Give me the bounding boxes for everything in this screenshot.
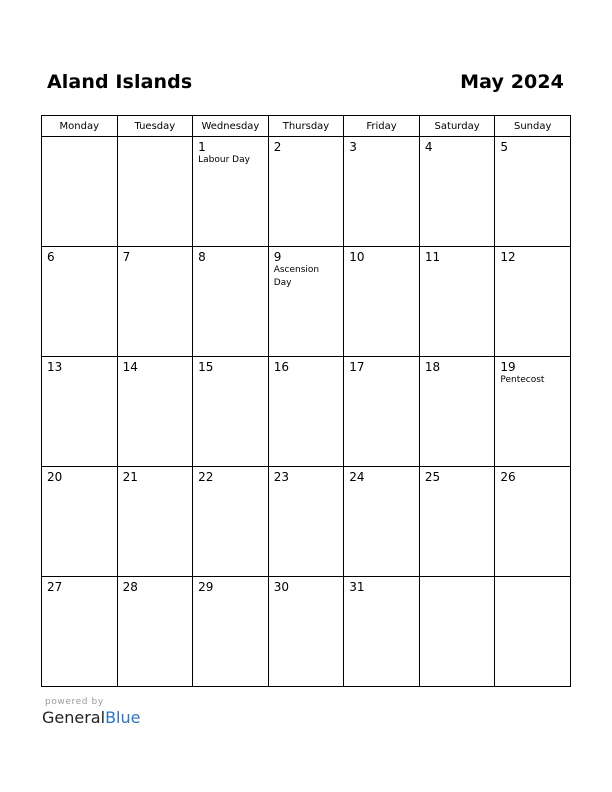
- weekday-wednesday: Wednesday: [193, 116, 269, 137]
- day-number: 4: [424, 140, 433, 154]
- calendar-grid: [41, 115, 571, 687]
- day-number: 24: [349, 470, 365, 484]
- day-number: 9: [273, 250, 282, 264]
- day-cell: [42, 137, 118, 247]
- day-number: 29: [198, 580, 214, 594]
- day-cell: [344, 247, 420, 357]
- day-cell: [268, 247, 344, 357]
- day-number: 10: [349, 250, 365, 264]
- day-cell: [495, 357, 571, 467]
- day-number: 22: [198, 470, 214, 484]
- day-cell: [344, 137, 420, 247]
- weekday-saturday: Saturday: [419, 116, 495, 137]
- day-cell: [419, 357, 495, 467]
- day-cell: [268, 137, 344, 247]
- day-cell: [117, 357, 193, 467]
- day-cell: [419, 467, 495, 577]
- day-cell: [268, 357, 344, 467]
- day-number: 1: [198, 140, 206, 154]
- footer-branding: [42, 697, 140, 727]
- week-row: [42, 247, 571, 357]
- generalblue-logo[interactable]: [42, 708, 140, 727]
- day-number: 31: [349, 580, 365, 594]
- weekday-header-row: [42, 116, 571, 137]
- week-row: [42, 467, 571, 577]
- day-cell: [117, 137, 193, 247]
- region-title: Aland Islands: [47, 71, 193, 93]
- brand-general: General: [42, 708, 106, 727]
- day-number: 6: [47, 250, 55, 264]
- day-number: 21: [122, 470, 138, 484]
- week-row: [42, 357, 571, 467]
- day-cell: [193, 577, 269, 687]
- day-number: 25: [424, 470, 441, 484]
- day-number: 5: [500, 140, 509, 154]
- day-number: 27: [47, 580, 63, 594]
- weekday-tuesday: Tuesday: [117, 116, 193, 137]
- day-cell: [344, 357, 420, 467]
- day-number: [420, 577, 495, 580]
- day-number: 8: [198, 250, 206, 264]
- day-cell: [495, 137, 571, 247]
- day-number: 16: [273, 360, 289, 374]
- day-number: 15: [198, 360, 214, 374]
- day-number: [118, 137, 193, 140]
- weekday-monday: Monday: [42, 116, 118, 137]
- day-number: 3: [349, 140, 357, 154]
- day-cell: [419, 137, 495, 247]
- day-number: 20: [47, 470, 63, 484]
- day-cell: [193, 467, 269, 577]
- holiday-label: Ascension Day: [273, 265, 320, 288]
- day-cell: [419, 577, 495, 687]
- day-number: 18: [424, 360, 441, 374]
- weekday-sunday: Sunday: [495, 116, 571, 137]
- day-number: 13: [47, 360, 63, 374]
- day-cell: [193, 357, 269, 467]
- day-number: 14: [122, 360, 138, 374]
- day-number: 19: [500, 360, 516, 374]
- day-cell: [419, 247, 495, 357]
- day-cell: [42, 467, 118, 577]
- brand-blue: Blue: [105, 708, 141, 727]
- month-year-title: May 2024: [460, 71, 564, 93]
- day-number: [42, 137, 117, 140]
- day-cell: [193, 247, 269, 357]
- day-cell: [268, 467, 344, 577]
- day-number: 2: [273, 140, 282, 154]
- day-number: [495, 577, 570, 580]
- day-cell: [42, 247, 118, 357]
- day-number: 30: [273, 580, 289, 594]
- week-row: [42, 137, 571, 247]
- day-cell: [344, 577, 420, 687]
- holiday-label: Labour Day: [198, 155, 250, 165]
- day-cell: [495, 577, 571, 687]
- day-cell: [495, 247, 571, 357]
- weekday-friday: Friday: [344, 116, 420, 137]
- day-cell: [268, 577, 344, 687]
- day-number: 17: [349, 360, 365, 374]
- day-number: 28: [122, 580, 138, 594]
- day-number: 26: [500, 470, 516, 484]
- day-number: 23: [273, 470, 289, 484]
- week-row: [42, 577, 571, 687]
- day-cell: [42, 357, 118, 467]
- day-cell: [42, 577, 118, 687]
- day-number: 11: [424, 250, 441, 264]
- day-number: 7: [122, 250, 131, 264]
- day-cell: [495, 467, 571, 577]
- weekday-thursday: Thursday: [268, 116, 344, 137]
- powered-by-text: powered by: [45, 697, 104, 707]
- day-cell: [117, 577, 193, 687]
- day-number: 12: [500, 250, 516, 264]
- day-cell: [117, 467, 193, 577]
- holiday-label: Pentecost: [500, 375, 545, 385]
- day-cell: [193, 137, 269, 247]
- day-cell: [344, 467, 420, 577]
- day-cell: [117, 247, 193, 357]
